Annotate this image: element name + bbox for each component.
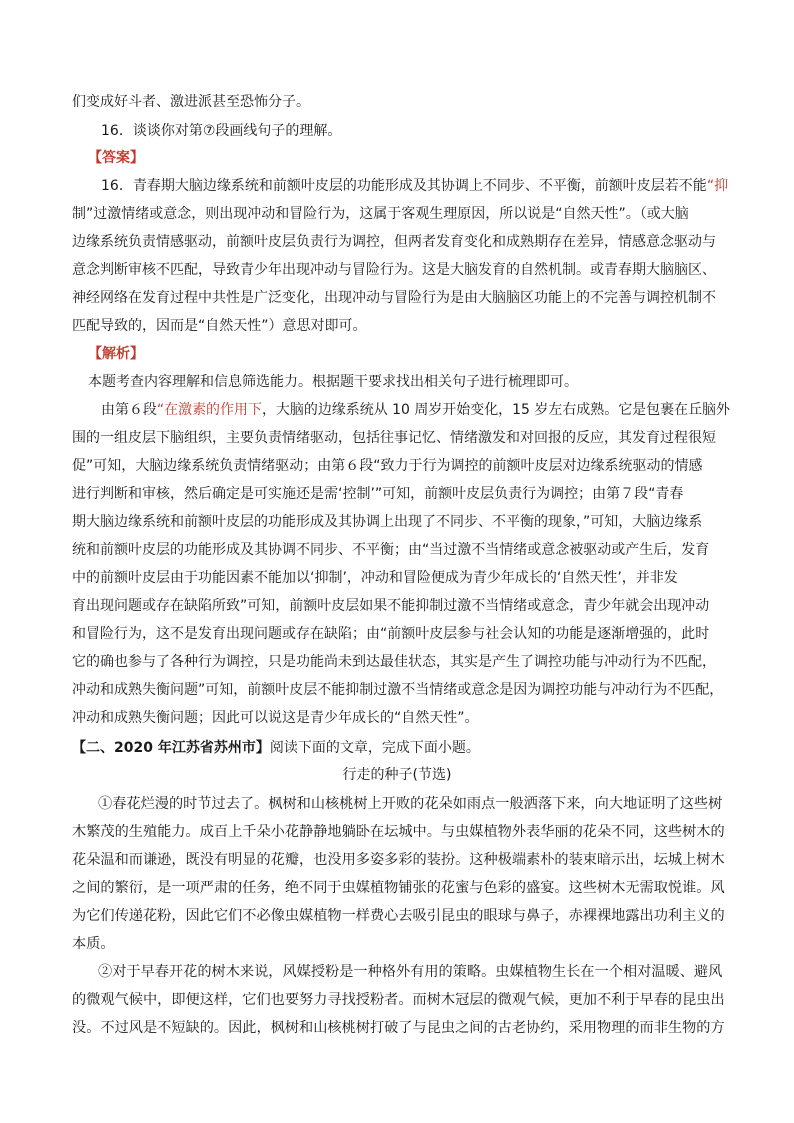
answer-line: 制”过激情绪或意念，则出现冲动和冒险行为，这属于客观生理原因，所以说是“自然天性”。（或大脑 [72,206,689,222]
analysis-line: 本题考查内容理解和信息筛选能力。根据题干要求找出相关句子进行梳理即可。 [88,374,578,390]
answer-line [101,176,728,196]
analysis-line: 冲动和成熟失衡问题；因此可以说这是青少年成长的“自然天性”。 [72,710,479,726]
analysis-line: 育出现问题或存在缺陷所致”可知，前额叶皮层如果不能抑制过激不当情绪或意念，青少年就会出现冲动 [72,598,710,614]
question-16: 16．谈谈你对第⑦段画线句子的理解。 [101,123,342,139]
analysis-line: 统和前额叶皮层的功能形成及其协调不同步、不平衡；由“当过激不当情绪或意念被驱动或产生后，发育 [72,542,710,558]
analysis-text: 由第６段 [101,402,157,418]
analysis-line: 冲动和成熟失衡问题”可知，前额叶皮层不能抑制过激不当情绪或意念是因为调控功能与冲动行为不匹配， [72,682,724,698]
analysis-line: 它的确也参与了各种行为调控，只是功能尚未到达最佳状态，其实是产生了调控功能与冲动行为不匹配， [72,654,716,670]
answer-line: 神经网络在发育过程中共性是广泛变化，出现冲动与冒险行为是由大脑脑区功能上的不完善与调控机制不 [72,290,716,306]
article-line: 的微观气候中，即便这样，它们也要努力寻找授粉者。而树木冠层的微观气候，更加不利于早春的昆虫出 [72,992,725,1008]
article-line: 没。不过风是不短缺的。因此，枫树和山核桃树打破了与昆虫之间的古老协约，采用物理的而非生物的方 [72,1020,725,1036]
article-line: 木繁茂的生殖能力。成百上千朵小花静静地躺卧在坛城中。与虫媒植物外表华丽的花朵不同，这些树木的 [72,824,725,840]
article-line: 本质。 [72,936,115,952]
article-line: ②对于早春开花的树木来说，风媒授粉是一种格外有用的策略。虫媒植物生长在一个相对温暖、避风 [98,964,723,980]
analysis-label: 【解析】 [88,346,144,362]
answer-line: 边缘系统负责情感驱动，前额叶皮层负责行为调控，但两者发育变化和成熟期存在差异，情感意念驱动与 [72,234,716,250]
answer-text: 16．青春期大脑边缘系统和前额叶皮层的功能形成及其协调上不同步、不平衡，前额叶皮层若不能 [101,178,707,194]
analysis-line: 中的前额叶皮层由于功能因素不能加以‘抑制’，冲动和冒险便成为青少年成长的‘自然天性’，并非发 [72,570,678,586]
analysis-line: 促”可知，大脑边缘系统负责情绪驱动；由第６段“致力于行为调控的前额叶皮层对边缘系统驱动的情感 [72,458,703,474]
analysis-text: ，大脑的边缘系统从 10 周岁开始变化，15 岁左右成熟。它是包裹在丘脑外 [261,402,730,418]
analysis-red-span: “在激素的作用下 [156,402,262,418]
answer-line: 意念判断审核不匹配，导致青少年出现冲动与冒险行为。这是大脑发育的自然机制。或青春期大脑脑区、 [72,262,716,278]
analysis-line [101,400,730,420]
article-line: ①春花烂漫的时节过去了。枫树和山核桃树上开败的花朵如雨点一般洒落下来，向大地证明了这些树 [98,796,723,812]
analysis-line: 围的一组皮层下脑组织，主要负责情绪驱动，包括往事记忆、情绪激发和对回报的反应，其发育过程很短 [72,430,716,446]
analysis-line: 和冒险行为，这不是发育出现问题或存在缺陷；由“前额叶皮层参与社会认知的功能是逐渐增强的，此时 [72,626,710,642]
analysis-line: 进行判断和审核，然后确定是可实施还是需‘控制’”可知，前额叶皮层负责行为调控；由第７段“青春 [72,486,684,502]
text-line: 们变成好斗者、激进派甚至恐怖分子。 [72,94,310,110]
answer-line: 匹配导致的，因而是“自然天性”）意思对即可。 [72,318,367,334]
section-heading [72,738,480,758]
section-heading-source: 【二、2020 年江苏省苏州市】 [72,740,270,756]
answer-label: 【答案】 [88,150,144,166]
article-title: 行走的种子(节选) [342,767,452,783]
answer-red-tail: “抑 [706,178,729,194]
article-line: 花朵温和而谦逊，既没有明显的花瓣，也没用多姿多彩的装扮。这种极端素朴的装束暗示出，坛城上树木 [72,852,725,868]
section-heading-instruction: 阅读下面的文章，完成下面小题。 [269,740,480,756]
analysis-line: 期大脑边缘系统和前额叶皮层的功能形成及其协调上出现了不同步、不平衡的现象，”可知，大脑边缘系 [72,514,703,530]
article-line: 之间的繁衍，是一项严肃的任务，绝不同于虫媒植物铺张的花蜜与色彩的盛宴。这些树木无需取悦谁。风 [72,880,725,896]
article-line: 为它们传递花粉，因此它们不必像虫媒植物一样费心去吸引昆虫的眼球与鼻子，赤裸裸地露出功利主义的 [72,908,725,924]
